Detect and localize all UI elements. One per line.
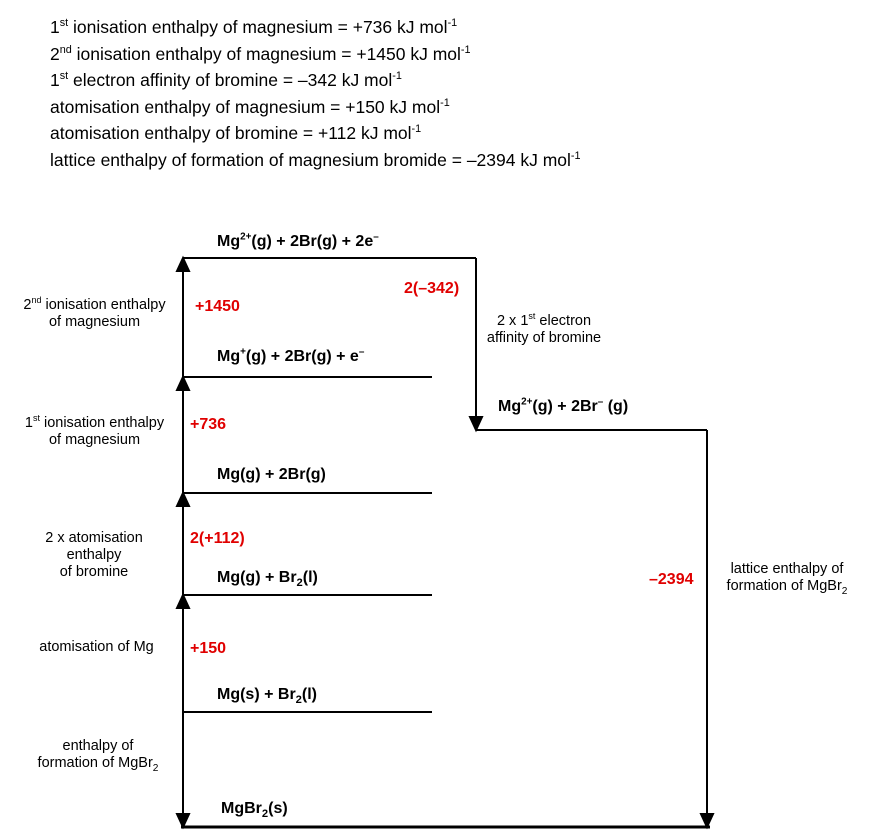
value-at-br: 2(+112): [190, 530, 245, 547]
value-ie2: +1450: [195, 298, 240, 315]
side-label-ea: 2 x 1st electron affinity of bromine: [486, 311, 602, 346]
side-label-lattice: lattice enthalpy of formation of MgBr$_2$: [726, 561, 848, 597]
side-label-ie2: 2nd ionisation enthalpy of magnesium: [23, 295, 166, 330]
level-label-mg-plus: Mg+(g) + 2Br(g) + e–: [217, 346, 365, 365]
side-label-formation: enthalpy of formation of MgBr$_2$: [37, 738, 159, 774]
level-label-mg-g-br2: $Mg(g) + Br_2(l)$: [217, 569, 318, 590]
level-label-mg-s-br2: $Mg(s) + Br_2(l)$: [217, 686, 318, 707]
value-lattice: –2394: [649, 571, 694, 588]
arrow-lattice: [701, 430, 713, 827]
data-line: 1st electron affinity of bromine = –342 kJ mol$^{-1}$: [50, 70, 402, 90]
level-label-mgbr2: MgBr$_2$(s): [221, 800, 288, 821]
level-label-mg2-br-minus: $Mg^{2+}(g) + 2Br^-$ (g): [498, 396, 629, 415]
data-line: lattice enthalpy of formation of magnesium bromide = –2394 kJ mol$^{-1}$: [50, 149, 581, 170]
data-line: atomisation enthalpy of magnesium = +150 kJ mol$^{-1}$: [50, 96, 450, 117]
arrow-ie1: [177, 377, 189, 493]
value-ie1: +736: [190, 416, 227, 433]
value-ea: 2(–342): [404, 280, 460, 297]
level-label-top: $Mg^{2+}(g) + 2Br(g) + 2e^-$: [217, 231, 379, 250]
level-label-mg-g-br-g: Mg(g) + 2Br(g): [217, 466, 326, 483]
value-at-mg: +150: [190, 640, 227, 657]
arrow-formation: [177, 712, 189, 827]
side-label-ie1: 1st ionisation enthalpy of magnesium: [24, 413, 165, 448]
side-label-at-br: 2 x atomisation enthalpy of bromine: [45, 530, 143, 580]
data-line: atomisation enthalpy of bromine = +112 kJ mol$^{-1}$: [50, 123, 422, 143]
arrow-ie2: [177, 258, 189, 377]
arrow-at-br: [177, 493, 189, 595]
data-line: 2nd ionisation enthalpy of magnesium = +1450 kJ mol$^{-1}$: [50, 43, 471, 64]
side-label-at-mg: atomisation of Mg: [39, 639, 154, 655]
data-line: 1st ionisation enthalpy of magnesium = +736 kJ mol$^{-1}$: [50, 17, 458, 37]
